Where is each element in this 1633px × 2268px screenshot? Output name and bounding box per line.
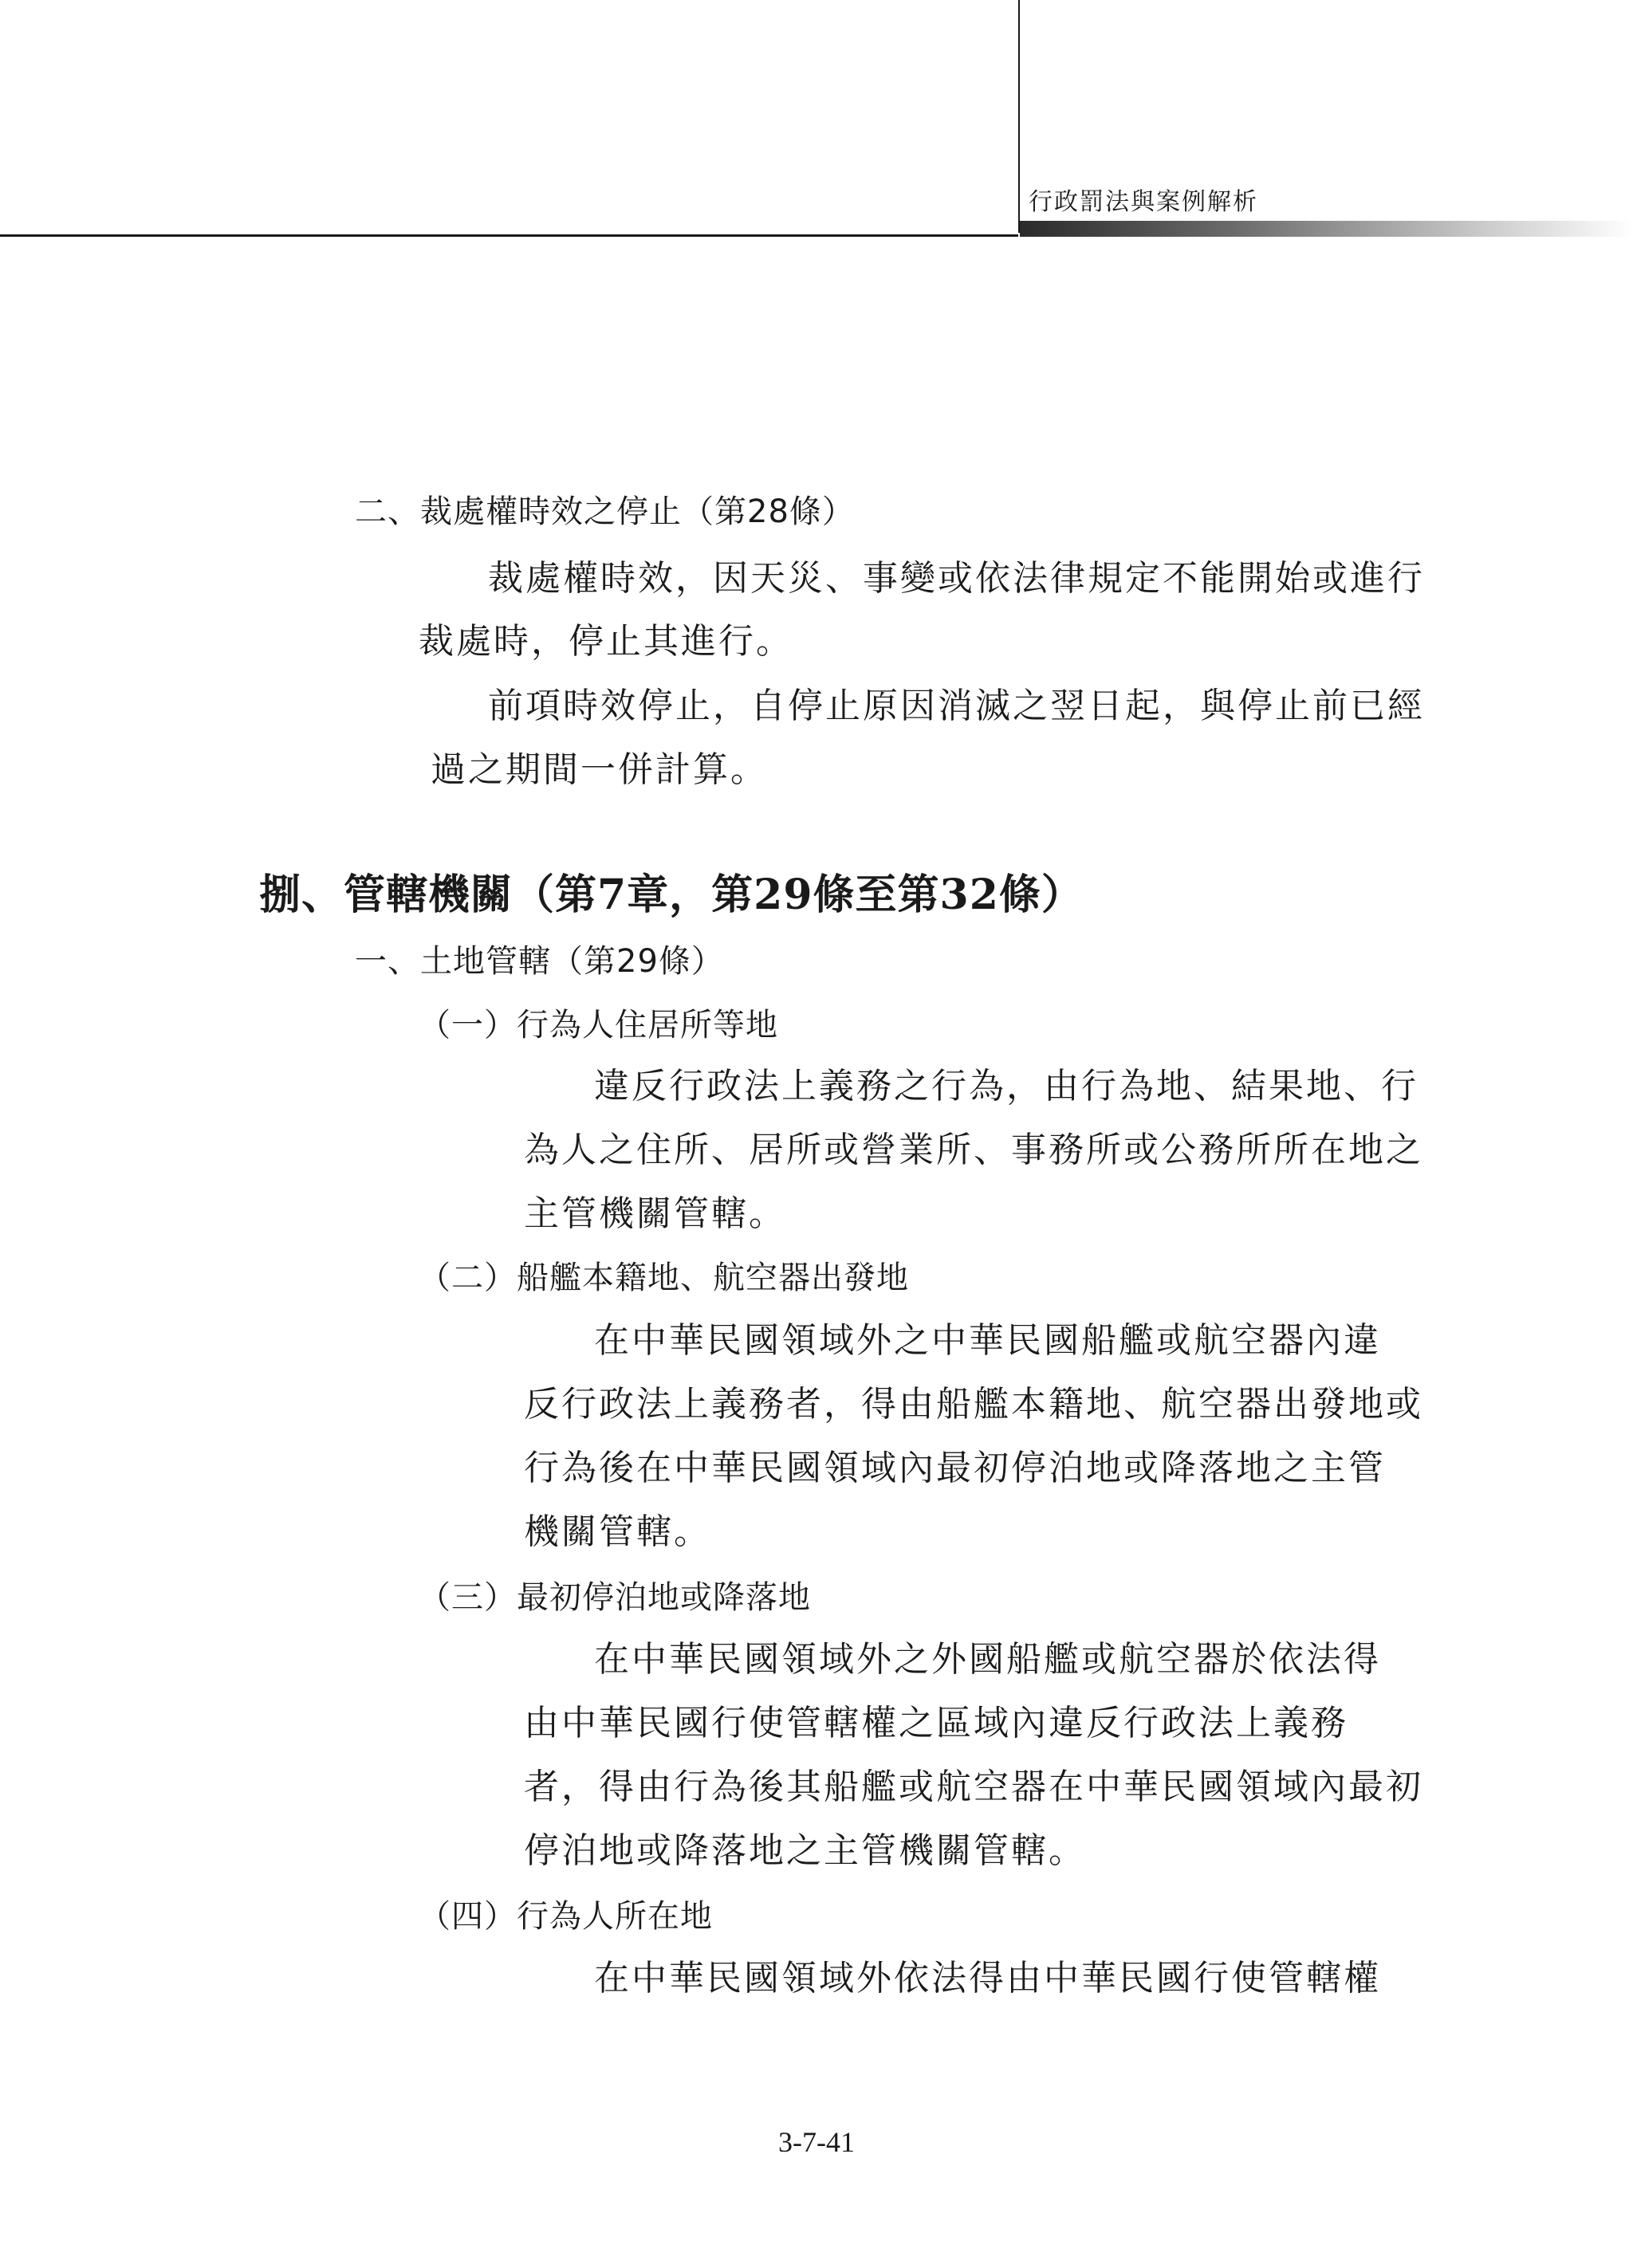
paragraph-line: 在中華民國領域外之外國船艦或航空器於依法得 [594, 1639, 1381, 1680]
paragraph-line: 行為後在中華民國領域內最初停泊地或降落地之主管 [524, 1448, 1386, 1488]
page-number: 3-7-41 [778, 2126, 855, 2158]
running-header-title: 行政罰法與案例解析 [1029, 188, 1258, 216]
subsection-heading-art29: 一、土地管轄（第29條） [355, 943, 724, 980]
chapter-heading: 捌、管轄機關（第7章，第29條至第32條） [259, 871, 1084, 919]
header-gradient-bar [1020, 221, 1633, 237]
item-heading-1: （一）行為人住居所等地 [419, 1007, 778, 1044]
paragraph-line: 反行政法上義務者，得由船艦本籍地、航空器出發地或 [524, 1384, 1423, 1425]
paragraph-line: 者，得由行為後其船艦或航空器在中華民國領域內最初 [524, 1767, 1423, 1807]
paragraph-line: 裁處權時效，因天災、事變或依法律規定不能開始或進行 [488, 558, 1425, 599]
paragraph-line: 機關管轄。 [524, 1511, 711, 1552]
paragraph-line: 過之期間一併計算。 [431, 749, 768, 790]
paragraph-line: 由中華民國行使管轄權之區域內違反行政法上義務 [524, 1703, 1348, 1743]
item-heading-3: （三）最初停泊地或降落地 [419, 1579, 811, 1616]
paragraph-line: 在中華民國領域外之中華民國船艦或航空器內違 [594, 1320, 1381, 1361]
paragraph-line: 在中華民國領域外依法得由中華民國行使管轄權 [594, 1958, 1381, 1999]
paragraph-line: 前項時效停止，自停止原因消滅之翌日起，與停止前已經 [488, 686, 1425, 726]
paragraph-line: 為人之住所、居所或營業所、事務所或公務所所在地之 [524, 1130, 1423, 1170]
item-heading-4: （四）行為人所在地 [419, 1898, 713, 1935]
header-vertical-rule [1018, 0, 1020, 233]
section-heading-art28: 二、裁處權時效之停止（第28條） [355, 493, 855, 530]
paragraph-line: 主管機關管轄。 [524, 1193, 786, 1234]
paragraph-line: 違反行政法上義務之行為，由行為地、結果地、行 [594, 1066, 1419, 1106]
header-horizontal-rule [0, 234, 1018, 237]
item-heading-2: （二）船艦本籍地、航空器出發地 [419, 1260, 909, 1296]
paragraph-line: 停泊地或降落地之主管機關管轄。 [524, 1830, 1086, 1871]
paragraph-line: 裁處時，停止其進行。 [419, 621, 793, 662]
